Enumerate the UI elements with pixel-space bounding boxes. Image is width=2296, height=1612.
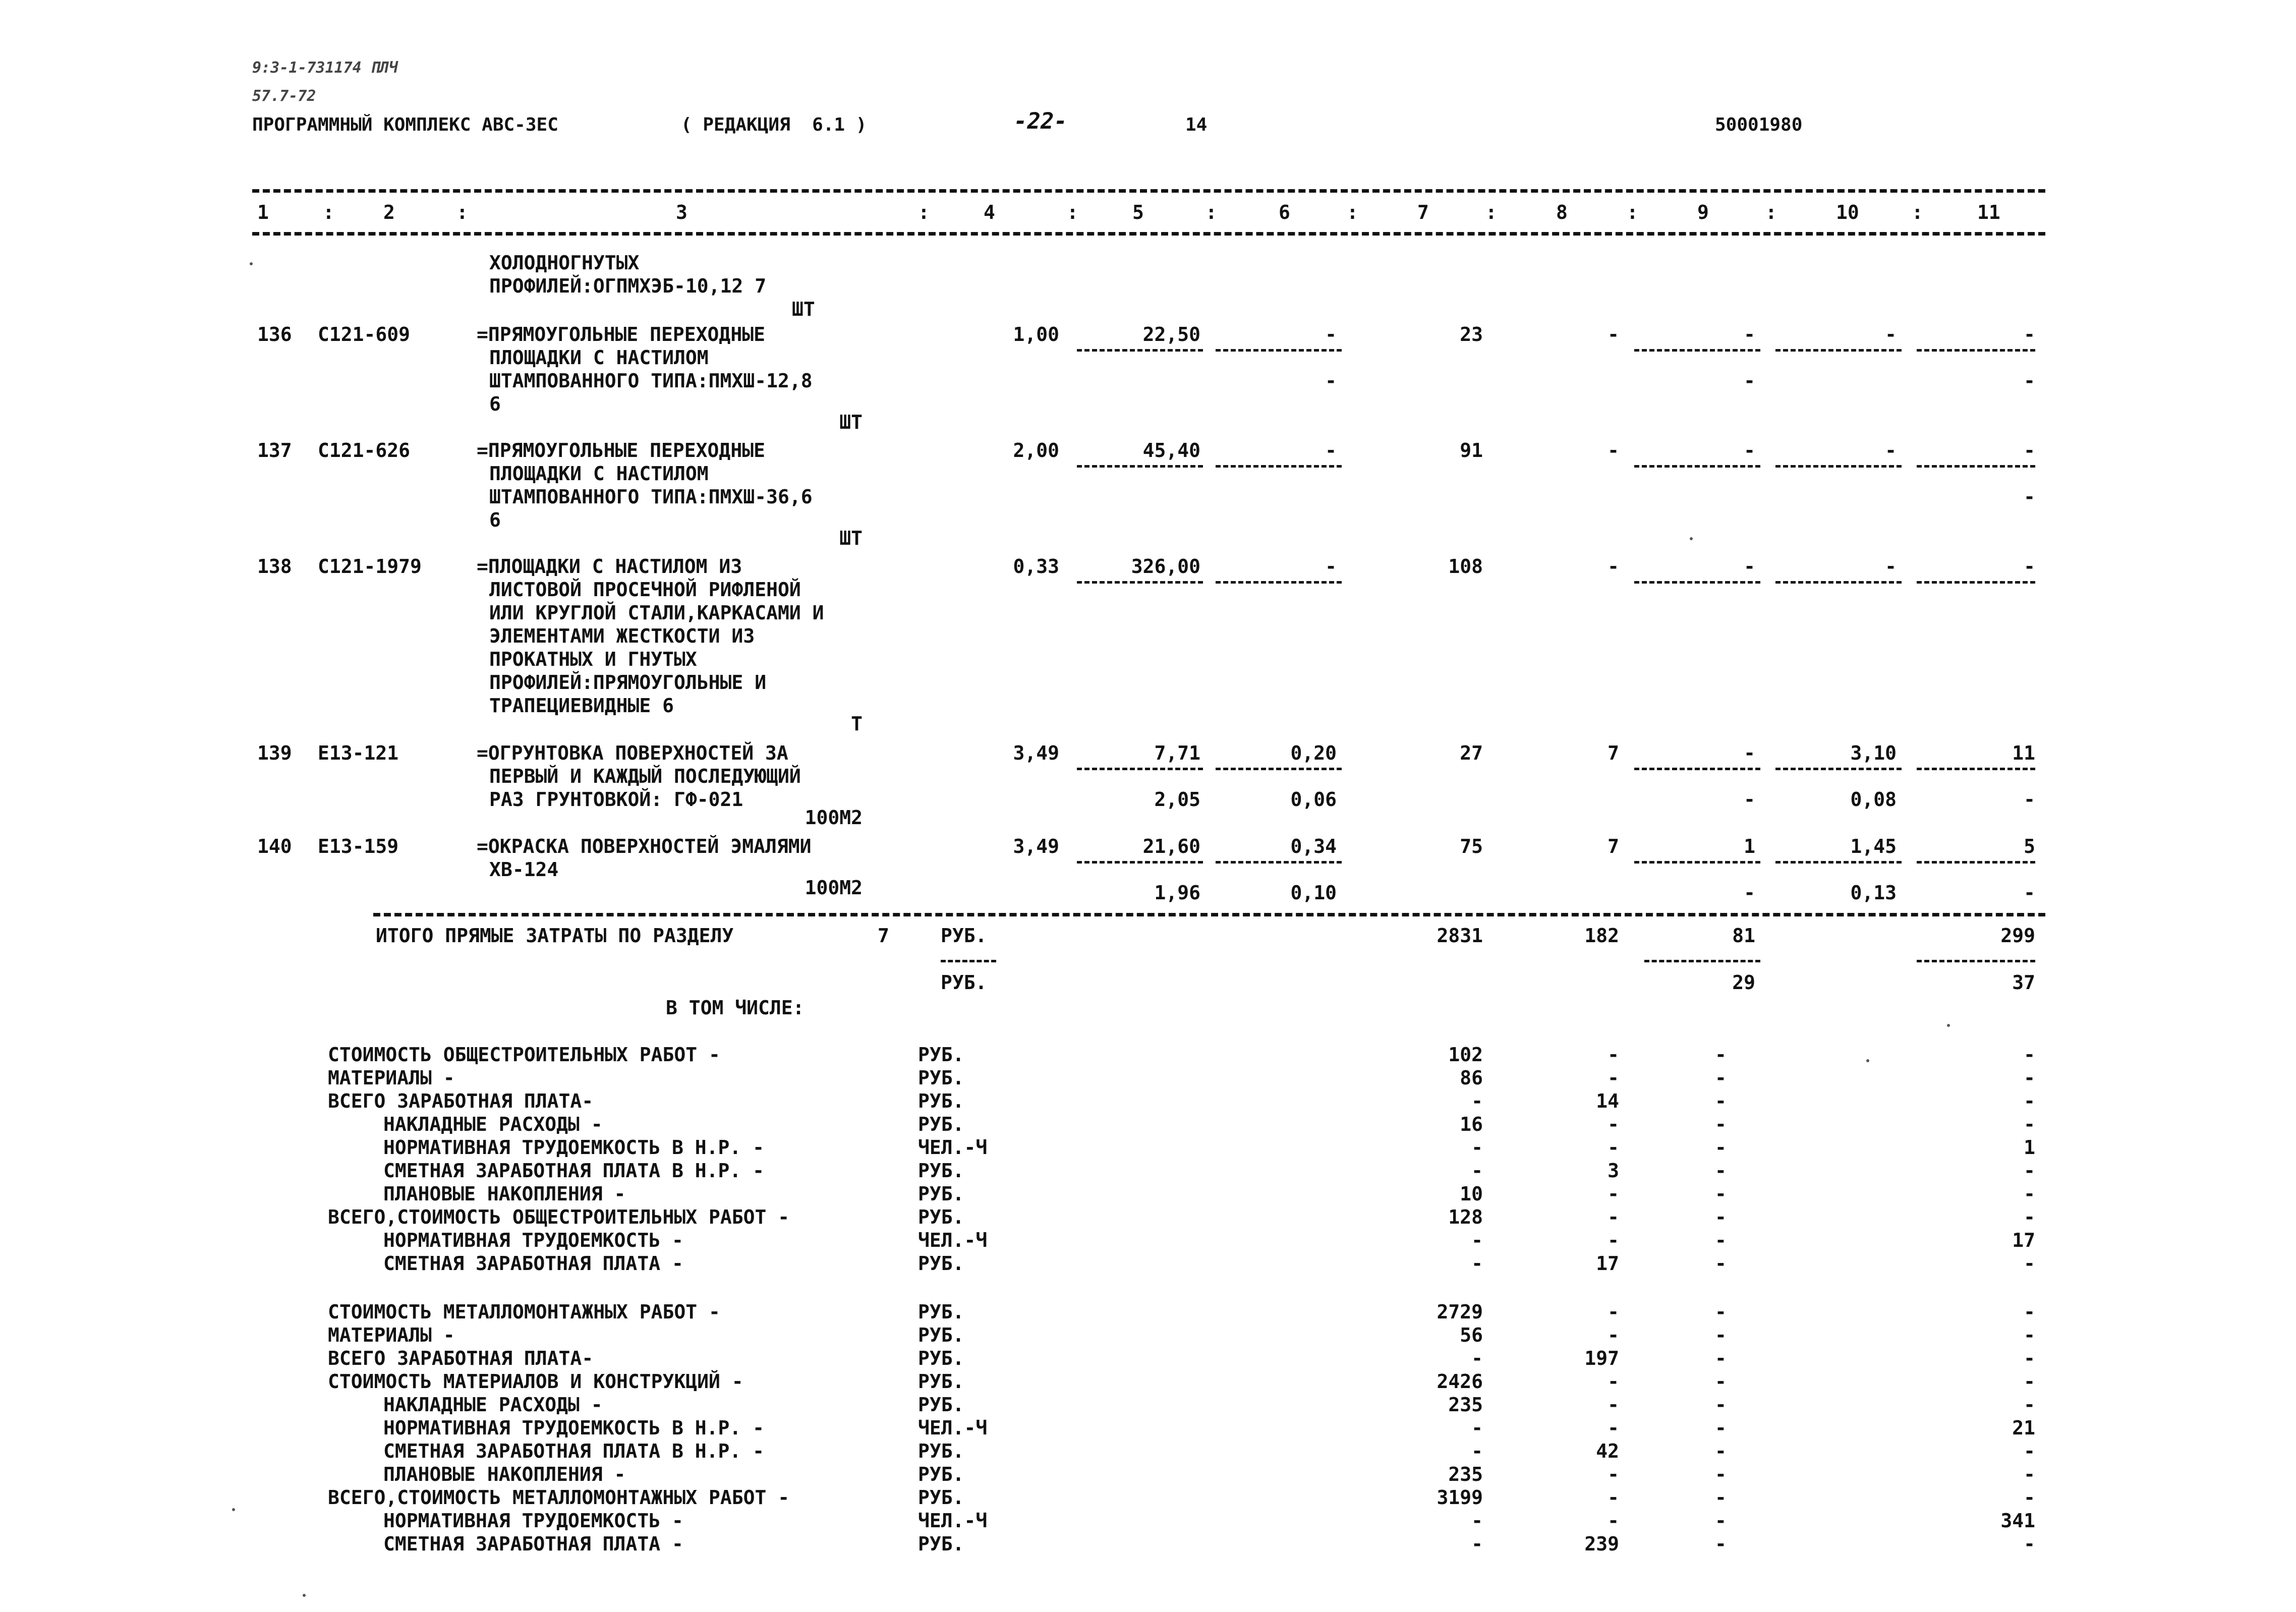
breakdown-c7: - bbox=[1471, 1252, 1483, 1275]
column-separator: : bbox=[456, 201, 468, 223]
item-subrule bbox=[1634, 465, 1760, 468]
breakdown-c11: - bbox=[2024, 1044, 2035, 1066]
breakdown-unit: РУБ. bbox=[918, 1440, 964, 1462]
breakdown-c8: 197 bbox=[1584, 1347, 1619, 1369]
item-description-line: ПРОФИЛЕЙ:ПРЯМОУГОЛЬНЫЕ И bbox=[489, 671, 767, 694]
breakdown-label: НОРМАТИВНАЯ ТРУДОЕМКОСТЬ В Н.Р. - bbox=[383, 1136, 764, 1159]
prev-item-unit: ШТ bbox=[792, 298, 815, 320]
breakdown-unit: РУБ. bbox=[918, 1090, 964, 1112]
item-c5: 45,40 bbox=[1142, 439, 1200, 462]
breakdown-unit: РУБ. bbox=[918, 1067, 964, 1089]
total-c11-rule bbox=[1917, 960, 2035, 962]
breakdown-c11: - bbox=[2024, 1090, 2035, 1112]
item-c11-b: - bbox=[2024, 370, 2035, 392]
breakdown-label: СТОИМОСТЬ МЕТАЛЛОМОНТАЖНЫХ РАБОТ - bbox=[328, 1301, 720, 1323]
breakdown-c7: - bbox=[1471, 1347, 1483, 1369]
item-c6: - bbox=[1325, 323, 1337, 346]
breakdown-unit: РУБ. bbox=[918, 1463, 964, 1485]
item-c6-b: 0,06 bbox=[1290, 788, 1337, 811]
breakdown-c9: - bbox=[1715, 1252, 1727, 1275]
breakdown-unit: РУБ. bbox=[918, 1486, 964, 1509]
column-header-3: 3 bbox=[676, 201, 687, 223]
item-description-line: =ПЛОЩАДКИ С НАСТИЛОМ ИЗ bbox=[477, 555, 742, 578]
item-c6-b: 0,10 bbox=[1290, 882, 1337, 904]
item-description-line: ПЕРВЫЙ И КАЖДЫЙ ПОСЛЕДУЮЩИЙ bbox=[489, 765, 801, 787]
item-c5-b: 2,05 bbox=[1154, 788, 1200, 811]
breakdown-c11: - bbox=[2024, 1486, 2035, 1509]
item-c9: 1 bbox=[1744, 835, 1755, 857]
total-c9-rule bbox=[1644, 960, 1760, 962]
header-top-rule bbox=[252, 189, 2045, 193]
breakdown-label: НОРМАТИВНАЯ ТРУДОЕМКОСТЬ В Н.Р. - bbox=[383, 1417, 764, 1439]
breakdown-unit: РУБ. bbox=[918, 1252, 964, 1275]
column-header-10: 10 bbox=[1836, 201, 1859, 223]
item-c10: - bbox=[1885, 323, 1897, 346]
breakdown-unit: РУБ. bbox=[918, 1324, 964, 1346]
item-number: 139 bbox=[257, 742, 292, 764]
scan-speck bbox=[1690, 537, 1693, 540]
breakdown-c8: - bbox=[1608, 1067, 1619, 1089]
item-unit: ШТ bbox=[839, 411, 863, 433]
item-c9-b: - bbox=[1744, 788, 1755, 811]
breakdown-c9: - bbox=[1715, 1301, 1727, 1323]
breakdown-c9: - bbox=[1715, 1370, 1727, 1393]
breakdown-c11: - bbox=[2024, 1533, 2035, 1555]
breakdown-unit: РУБ. bbox=[918, 1044, 964, 1066]
breakdown-c7: - bbox=[1471, 1229, 1483, 1251]
breakdown-c7: - bbox=[1471, 1440, 1483, 1462]
item-description-line: =ПРЯМОУГОЛЬНЫЕ ПЕРЕХОДНЫЕ bbox=[477, 323, 765, 346]
edition-label: ( РЕДАКЦИЯ 6.1 ) bbox=[681, 114, 867, 135]
item-c6: - bbox=[1325, 439, 1337, 462]
breakdown-unit: РУБ. bbox=[918, 1160, 964, 1182]
item-subrule bbox=[1077, 349, 1203, 352]
breakdown-label: СМЕТНАЯ ЗАРАБОТНАЯ ПЛАТА - bbox=[383, 1252, 683, 1275]
breakdown-label: МАТЕРИАЛЫ - bbox=[328, 1067, 455, 1089]
breakdown-c11: - bbox=[2024, 1206, 2035, 1228]
item-description-line: ЭЛЕМЕНТАМИ ЖЕСТКОСТИ ИЗ bbox=[489, 625, 755, 647]
breakdown-c7: 235 bbox=[1448, 1463, 1483, 1485]
breakdown-label: НАКЛАДНЫЕ РАСХОДЫ - bbox=[383, 1394, 603, 1416]
breakdown-c11: - bbox=[2024, 1067, 2035, 1089]
breakdown-unit: РУБ. bbox=[918, 1113, 964, 1135]
breakdown-unit: ЧЕЛ.-Ч bbox=[918, 1417, 988, 1439]
breakdown-c9: - bbox=[1715, 1136, 1727, 1159]
item-c11-b: - bbox=[2024, 788, 2035, 811]
item-subrule bbox=[1216, 349, 1342, 352]
item-subrule bbox=[1775, 861, 1902, 863]
reference-line-2: 57.7-72 bbox=[252, 87, 316, 105]
item-description-line: 6 bbox=[489, 509, 501, 531]
breakdown-c11: - bbox=[2024, 1252, 2035, 1275]
breakdown-c8: - bbox=[1608, 1301, 1619, 1323]
breakdown-c8: - bbox=[1608, 1183, 1619, 1205]
breakdown-c8: - bbox=[1608, 1394, 1619, 1416]
breakdown-c7: 56 bbox=[1460, 1324, 1483, 1346]
breakdown-c8: 14 bbox=[1596, 1090, 1619, 1112]
column-separator: : bbox=[1912, 201, 1923, 223]
item-subrule bbox=[1917, 581, 2035, 584]
item-c6-b: - bbox=[1325, 370, 1337, 392]
item-c8: - bbox=[1608, 439, 1619, 462]
item-c5: 21,60 bbox=[1142, 835, 1200, 857]
breakdown-c7: - bbox=[1471, 1510, 1483, 1532]
breakdown-c8: 239 bbox=[1584, 1533, 1619, 1555]
item-subrule bbox=[1077, 465, 1203, 468]
item-description-line: =ОКРАСКА ПОВЕРХНОСТЕЙ ЭМАЛЯМИ bbox=[477, 835, 812, 857]
item-description-line: 6 bbox=[489, 393, 501, 415]
item-c5: 7,71 bbox=[1154, 742, 1200, 764]
column-separator: : bbox=[1765, 201, 1777, 223]
breakdown-label: СМЕТНАЯ ЗАРАБОТНАЯ ПЛАТА В Н.Р. - bbox=[383, 1160, 764, 1182]
total-unit: РУБ. bbox=[941, 925, 987, 947]
breakdown-c9: - bbox=[1715, 1510, 1727, 1532]
breakdown-c7: 235 bbox=[1448, 1394, 1483, 1416]
breakdown-c9: - bbox=[1715, 1463, 1727, 1485]
breakdown-c7: - bbox=[1471, 1160, 1483, 1182]
breakdown-c8: - bbox=[1608, 1486, 1619, 1509]
column-separator: : bbox=[1206, 201, 1217, 223]
breakdown-c7: 128 bbox=[1448, 1206, 1483, 1228]
column-header-8: 8 bbox=[1556, 201, 1568, 223]
breakdown-unit: РУБ. bbox=[918, 1394, 964, 1416]
item-subrule bbox=[1634, 768, 1760, 770]
total-unit-rule bbox=[941, 960, 996, 962]
scan-speck bbox=[1947, 1024, 1950, 1027]
item-number: 140 bbox=[257, 835, 292, 857]
item-description-line: ПЛОЩАДКИ С НАСТИЛОМ bbox=[489, 347, 709, 369]
breakdown-c11: - bbox=[2024, 1301, 2035, 1323]
item-number: 138 bbox=[257, 555, 292, 578]
breakdown-c7: 3199 bbox=[1437, 1486, 1483, 1509]
breakdown-c8: - bbox=[1608, 1370, 1619, 1393]
scan-speck bbox=[250, 262, 253, 265]
column-header-11: 11 bbox=[1977, 201, 2000, 223]
program-title: ПРОГРАММНЫЙ КОМПЛЕКС АВС-ЗЕС bbox=[252, 114, 558, 135]
breakdown-label: МАТЕРИАЛЫ - bbox=[328, 1324, 455, 1346]
breakdown-c11: - bbox=[2024, 1183, 2035, 1205]
item-c4: 3,49 bbox=[1013, 742, 1059, 764]
item-c4: 1,00 bbox=[1013, 323, 1059, 346]
item-c9: - bbox=[1744, 555, 1755, 578]
item-c11-b: - bbox=[2024, 486, 2035, 508]
item-c11: 5 bbox=[2024, 835, 2035, 857]
item-subrule bbox=[1917, 465, 2035, 468]
breakdown-c9: - bbox=[1715, 1090, 1727, 1112]
breakdown-c8: - bbox=[1608, 1510, 1619, 1532]
column-separator: : bbox=[323, 201, 334, 223]
total-c9: 81 bbox=[1732, 925, 1755, 947]
item-code: Е13-159 bbox=[318, 835, 399, 857]
breakdown-c11: 1 bbox=[2024, 1136, 2035, 1159]
total-c8: 182 bbox=[1584, 925, 1619, 947]
item-c10: 3,10 bbox=[1850, 742, 1897, 764]
item-description-line: ПЛОЩАДКИ С НАСТИЛОМ bbox=[489, 463, 709, 485]
breakdown-c9: - bbox=[1715, 1183, 1727, 1205]
item-c11: - bbox=[2024, 439, 2035, 462]
total-c7: 2831 bbox=[1437, 925, 1483, 947]
item-c8: 7 bbox=[1608, 742, 1619, 764]
breakdown-c9: - bbox=[1715, 1347, 1727, 1369]
breakdown-unit: РУБ. bbox=[918, 1533, 964, 1555]
breakdown-c8: - bbox=[1608, 1136, 1619, 1159]
item-unit: ШТ bbox=[839, 527, 863, 549]
item-description-line: ШТАМПОВАННОГО ТИПА:ПМХШ-36,6 bbox=[489, 486, 813, 508]
breakdown-c11: - bbox=[2024, 1440, 2035, 1462]
item-c11: - bbox=[2024, 323, 2035, 346]
breakdown-c8: - bbox=[1608, 1324, 1619, 1346]
in-that-number-heading: В ТОМ ЧИСЛЕ: bbox=[666, 997, 805, 1019]
item-c5: 326,00 bbox=[1131, 555, 1200, 578]
breakdown-c11: - bbox=[2024, 1463, 2035, 1485]
item-c5: 22,50 bbox=[1142, 323, 1200, 346]
item-c4: 3,49 bbox=[1013, 835, 1059, 857]
item-subrule bbox=[1917, 349, 2035, 352]
item-unit: 100М2 bbox=[805, 807, 863, 829]
breakdown-c11: 341 bbox=[2000, 1510, 2035, 1532]
breakdown-label: СТОИМОСТЬ ОБЩЕСТРОИТЕЛЬНЫХ РАБОТ - bbox=[328, 1044, 720, 1066]
item-c9-b: - bbox=[1744, 370, 1755, 392]
item-code: С121-626 bbox=[318, 439, 411, 462]
breakdown-unit: РУБ. bbox=[918, 1183, 964, 1205]
item-subrule bbox=[1077, 768, 1203, 770]
total-top-rule bbox=[373, 913, 2045, 916]
item-subrule bbox=[1216, 581, 1342, 584]
item-c11-b: - bbox=[2024, 882, 2035, 904]
breakdown-c9: - bbox=[1715, 1440, 1727, 1462]
item-number: 136 bbox=[257, 323, 292, 346]
item-subrule bbox=[1775, 465, 1902, 468]
breakdown-c9: - bbox=[1715, 1486, 1727, 1509]
breakdown-label: ВСЕГО ЗАРАБОТНАЯ ПЛАТА- bbox=[328, 1347, 594, 1369]
breakdown-c8: 42 bbox=[1596, 1440, 1619, 1462]
item-description-line: ШТАМПОВАННОГО ТИПА:ПМХШ-12,8 bbox=[489, 370, 813, 392]
breakdown-c8: 3 bbox=[1608, 1160, 1619, 1182]
item-subrule bbox=[1775, 768, 1902, 770]
section-number: 14 bbox=[1185, 114, 1208, 135]
total-unit-2: РУБ. bbox=[941, 971, 987, 994]
item-description-line: ЛИСТОВОЙ ПРОСЕЧНОЙ РИФЛЕНОЙ bbox=[489, 579, 801, 601]
breakdown-label: СТОИМОСТЬ МАТЕРИАЛОВ И КОНСТРУКЦИЙ - bbox=[328, 1370, 743, 1393]
breakdown-c7: 86 bbox=[1460, 1067, 1483, 1089]
breakdown-unit: ЧЕЛ.-Ч bbox=[918, 1510, 988, 1532]
breakdown-c11: - bbox=[2024, 1160, 2035, 1182]
item-code: С121-609 bbox=[318, 323, 411, 346]
item-description-line: ПРОКАТНЫХ И ГНУТЫХ bbox=[489, 648, 697, 670]
total-section-number: 7 bbox=[878, 925, 889, 947]
item-c10: - bbox=[1885, 555, 1897, 578]
item-c10-b: 0,08 bbox=[1850, 788, 1897, 811]
breakdown-unit: РУБ. bbox=[918, 1347, 964, 1369]
column-header-6: 6 bbox=[1279, 201, 1290, 223]
breakdown-c7: - bbox=[1471, 1090, 1483, 1112]
breakdown-unit: ЧЕЛ.-Ч bbox=[918, 1136, 988, 1159]
item-c11: 11 bbox=[2012, 742, 2035, 764]
scan-speck bbox=[232, 1508, 235, 1511]
column-header-4: 4 bbox=[984, 201, 995, 223]
breakdown-c7: 10 bbox=[1460, 1183, 1483, 1205]
breakdown-c9: - bbox=[1715, 1417, 1727, 1439]
item-c7: 75 bbox=[1460, 835, 1483, 857]
breakdown-c11: 17 bbox=[2012, 1229, 2035, 1251]
breakdown-c11: - bbox=[2024, 1324, 2035, 1346]
item-number: 137 bbox=[257, 439, 292, 462]
item-c10-b: 0,13 bbox=[1850, 882, 1897, 904]
item-subrule bbox=[1917, 768, 2035, 770]
item-subrule bbox=[1634, 349, 1760, 352]
item-unit: 100М2 bbox=[805, 877, 863, 899]
breakdown-c9: - bbox=[1715, 1229, 1727, 1251]
column-separator: : bbox=[1067, 201, 1078, 223]
total-label: ИТОГО ПРЯМЫЕ ЗАТРАТЫ ПО РАЗДЕЛУ bbox=[376, 925, 734, 947]
breakdown-label: ПЛАНОВЫЕ НАКОПЛЕНИЯ - bbox=[383, 1183, 626, 1205]
item-c4: 0,33 bbox=[1013, 555, 1059, 578]
breakdown-c9: - bbox=[1715, 1067, 1727, 1089]
breakdown-label: НАКЛАДНЫЕ РАСХОДЫ - bbox=[383, 1113, 603, 1135]
item-c7: 91 bbox=[1460, 439, 1483, 462]
item-description-line: ХВ-124 bbox=[489, 858, 559, 881]
breakdown-c8: 17 bbox=[1596, 1252, 1619, 1275]
breakdown-unit: РУБ. bbox=[918, 1206, 964, 1228]
item-description-line: ТРАПЕЦИЕВИДНЫЕ 6 bbox=[489, 695, 674, 717]
item-c10: 1,45 bbox=[1850, 835, 1897, 857]
breakdown-c11: - bbox=[2024, 1394, 2035, 1416]
item-c9: - bbox=[1744, 742, 1755, 764]
breakdown-c9: - bbox=[1715, 1394, 1727, 1416]
breakdown-label: НОРМАТИВНАЯ ТРУДОЕМКОСТЬ - bbox=[383, 1510, 683, 1532]
item-unit: Т bbox=[851, 713, 863, 735]
breakdown-label: НОРМАТИВНАЯ ТРУДОЕМКОСТЬ - bbox=[383, 1229, 683, 1251]
item-subrule bbox=[1216, 465, 1342, 468]
breakdown-c8: - bbox=[1608, 1113, 1619, 1135]
total-c11-b: 37 bbox=[2012, 971, 2035, 994]
breakdown-label: ВСЕГО,СТОИМОСТЬ ОБЩЕСТРОИТЕЛЬНЫХ РАБОТ - bbox=[328, 1206, 790, 1228]
breakdown-unit: РУБ. bbox=[918, 1301, 964, 1323]
item-c8: - bbox=[1608, 323, 1619, 346]
breakdown-label: ПЛАНОВЫЕ НАКОПЛЕНИЯ - bbox=[383, 1463, 626, 1485]
scan-speck bbox=[1866, 1059, 1869, 1062]
prev-item-line: ПРОФИЛЕЙ:ОГПМХЭБ-10,12 7 bbox=[489, 275, 767, 297]
breakdown-c9: - bbox=[1715, 1206, 1727, 1228]
breakdown-c8: - bbox=[1608, 1417, 1619, 1439]
header-bottom-rule bbox=[252, 232, 2045, 236]
breakdown-c8: - bbox=[1608, 1463, 1619, 1485]
breakdown-c8: - bbox=[1608, 1044, 1619, 1066]
breakdown-label: СМЕТНАЯ ЗАРАБОТНАЯ ПЛАТА - bbox=[383, 1533, 683, 1555]
item-c9-b: - bbox=[1744, 882, 1755, 904]
item-description-line: ИЛИ КРУГЛОЙ СТАЛИ,КАРКАСАМИ И bbox=[489, 602, 824, 624]
item-description-line: =ПРЯМОУГОЛЬНЫЕ ПЕРЕХОДНЫЕ bbox=[477, 439, 765, 462]
item-subrule bbox=[1634, 861, 1760, 863]
breakdown-c9: - bbox=[1715, 1113, 1727, 1135]
column-header-2: 2 bbox=[383, 201, 395, 223]
breakdown-c7: - bbox=[1471, 1533, 1483, 1555]
breakdown-c11: - bbox=[2024, 1347, 2035, 1369]
item-subrule bbox=[1077, 861, 1203, 863]
column-header-5: 5 bbox=[1132, 201, 1144, 223]
breakdown-label: ВСЕГО,СТОИМОСТЬ МЕТАЛЛОМОНТАЖНЫХ РАБОТ - bbox=[328, 1486, 790, 1509]
column-header-7: 7 bbox=[1417, 201, 1429, 223]
column-separator: : bbox=[1347, 201, 1358, 223]
breakdown-c9: - bbox=[1715, 1324, 1727, 1346]
item-c7: 108 bbox=[1448, 555, 1483, 578]
item-c6: 0,34 bbox=[1290, 835, 1337, 857]
total-c9-b: 29 bbox=[1732, 971, 1755, 994]
reference-line-1: 9:3-1-731174 ПЛЧ bbox=[252, 59, 398, 77]
breakdown-c11: - bbox=[2024, 1370, 2035, 1393]
breakdown-c7: 16 bbox=[1460, 1113, 1483, 1135]
item-c7: 27 bbox=[1460, 742, 1483, 764]
item-c8: - bbox=[1608, 555, 1619, 578]
breakdown-c7: - bbox=[1471, 1417, 1483, 1439]
breakdown-c8: - bbox=[1608, 1206, 1619, 1228]
item-subrule bbox=[1216, 861, 1342, 863]
item-subrule bbox=[1775, 581, 1902, 584]
breakdown-c8: - bbox=[1608, 1229, 1619, 1251]
item-subrule bbox=[1216, 768, 1342, 770]
breakdown-unit: РУБ. bbox=[918, 1370, 964, 1393]
item-c9: - bbox=[1744, 439, 1755, 462]
item-c7: 23 bbox=[1460, 323, 1483, 346]
item-code: Е13-121 bbox=[318, 742, 399, 764]
column-header-1: 1 bbox=[257, 201, 269, 223]
column-separator: : bbox=[1627, 201, 1638, 223]
item-subrule bbox=[1634, 581, 1760, 584]
item-c10: - bbox=[1885, 439, 1897, 462]
breakdown-c7: 2426 bbox=[1437, 1370, 1483, 1393]
breakdown-c9: - bbox=[1715, 1160, 1727, 1182]
column-separator: : bbox=[1485, 201, 1497, 223]
item-description-line: РАЗ ГРУНТОВКОЙ: ГФ-021 bbox=[489, 788, 743, 811]
total-c11: 299 bbox=[2000, 925, 2035, 947]
breakdown-c9: - bbox=[1715, 1044, 1727, 1066]
item-c8: 7 bbox=[1608, 835, 1619, 857]
prev-item-line: ХОЛОДНОГНУТЫХ bbox=[489, 252, 640, 274]
document-code: 50001980 bbox=[1715, 114, 1803, 135]
breakdown-c7: 102 bbox=[1448, 1044, 1483, 1066]
item-c9: - bbox=[1744, 323, 1755, 346]
breakdown-c11: - bbox=[2024, 1113, 2035, 1135]
scan-speck bbox=[303, 1594, 306, 1597]
item-c6: 0,20 bbox=[1290, 742, 1337, 764]
breakdown-c11: 21 bbox=[2012, 1417, 2035, 1439]
item-subrule bbox=[1775, 349, 1902, 352]
item-description-line: =ОГРУНТОВКА ПОВЕРХНОСТЕЙ ЗА bbox=[477, 742, 788, 764]
page-number: -22- bbox=[1014, 108, 1067, 134]
column-separator: : bbox=[918, 201, 930, 223]
item-c11: - bbox=[2024, 555, 2035, 578]
breakdown-label: СМЕТНАЯ ЗАРАБОТНАЯ ПЛАТА В Н.Р. - bbox=[383, 1440, 764, 1462]
breakdown-c9: - bbox=[1715, 1533, 1727, 1555]
item-subrule bbox=[1077, 581, 1203, 584]
breakdown-label: ВСЕГО ЗАРАБОТНАЯ ПЛАТА- bbox=[328, 1090, 594, 1112]
column-header-9: 9 bbox=[1697, 201, 1709, 223]
item-code: С121-1979 bbox=[318, 555, 422, 578]
breakdown-unit: ЧЕЛ.-Ч bbox=[918, 1229, 988, 1251]
item-c5-b: 1,96 bbox=[1154, 882, 1200, 904]
breakdown-c7: - bbox=[1471, 1136, 1483, 1159]
item-c4: 2,00 bbox=[1013, 439, 1059, 462]
item-c6: - bbox=[1325, 555, 1337, 578]
item-subrule bbox=[1917, 861, 2035, 863]
breakdown-c7: 2729 bbox=[1437, 1301, 1483, 1323]
